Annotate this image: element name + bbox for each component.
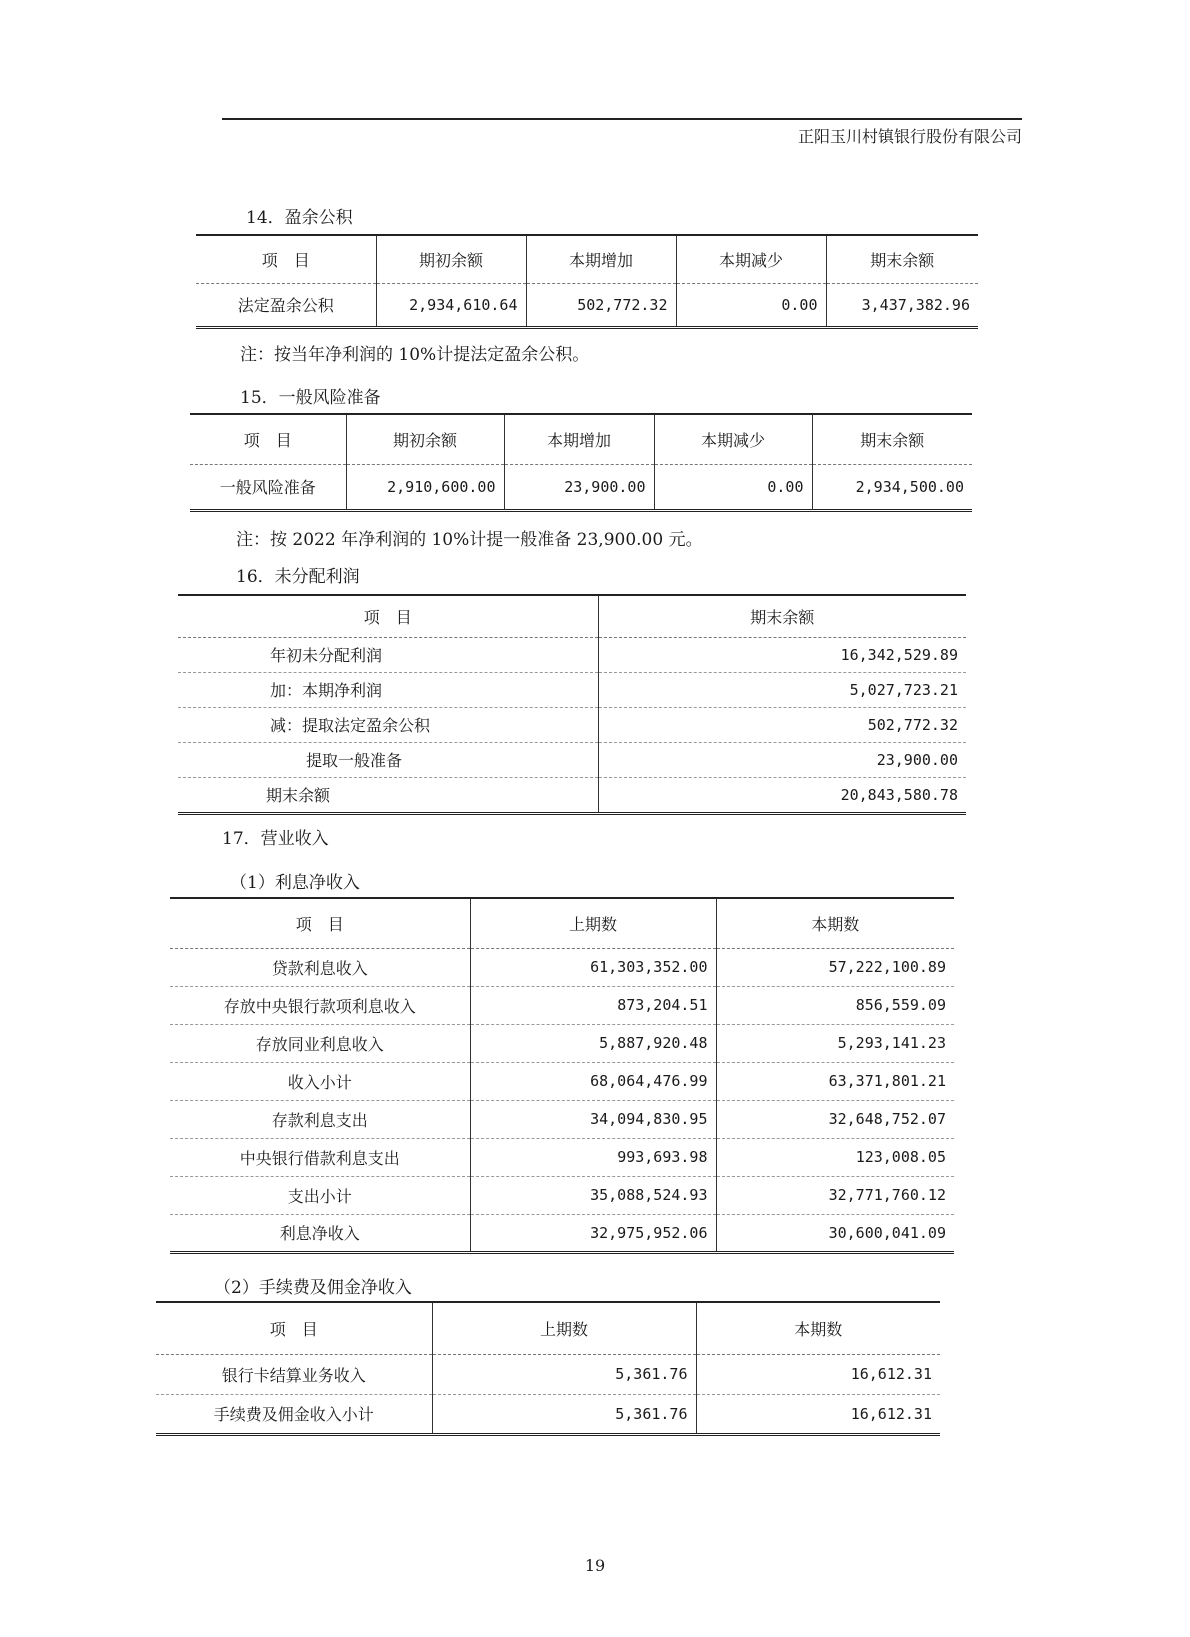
- section-15-note: 注：按 2022 年净利润的 10%计提一般准备 23,900.00 元。: [236, 530, 703, 550]
- table-row: [170, 1138, 954, 1176]
- cell-current-period: 32,771,760.12: [716, 1176, 954, 1214]
- cell-current-period: 16,612.31: [696, 1394, 940, 1434]
- table-row: [178, 637, 966, 672]
- header-company: 正阳玉川村镇银行股份有限公司: [797, 127, 1022, 146]
- header-prior-period: 上期数: [432, 1302, 696, 1354]
- row-label: 一般风险准备: [190, 464, 346, 510]
- row-label: 期末余额: [178, 777, 598, 813]
- header-decrease: 本期减少: [676, 235, 826, 283]
- general-risk-reserve-table: [190, 413, 972, 512]
- row-label: 支出小计: [170, 1176, 470, 1214]
- cell-closing-balance: 23,900.00: [598, 742, 966, 777]
- header-decrease: 本期减少: [654, 414, 812, 464]
- section-17-2-title: （2）手续费及佣金净收入: [214, 1278, 412, 1298]
- table-row: [170, 1024, 954, 1062]
- table-header-row: [178, 595, 966, 637]
- table-header-row: [170, 898, 954, 948]
- cell-current-period: 30,600,041.09: [716, 1214, 954, 1252]
- header-item: 项 目: [156, 1302, 432, 1354]
- cell-prior-period: 68,064,476.99: [470, 1062, 716, 1100]
- header-rule: [222, 118, 1022, 120]
- header-closing-balance: 期末余额: [826, 235, 978, 283]
- header-increase: 本期增加: [504, 414, 654, 464]
- header-item: 项 目: [178, 595, 598, 637]
- cell-prior-period: 873,204.51: [470, 986, 716, 1024]
- table-row: [178, 672, 966, 707]
- row-label: 减：提取法定盈余公积: [178, 707, 598, 742]
- net-interest-income-table: [170, 897, 954, 1254]
- cell-prior-period: 993,693.98: [470, 1138, 716, 1176]
- section-16-title: 16．未分配利润: [236, 567, 360, 587]
- table-header-row: [190, 414, 972, 464]
- header-opening-balance: 期初余额: [346, 414, 504, 464]
- row-label: 存放同业利息收入: [170, 1024, 470, 1062]
- header-increase: 本期增加: [526, 235, 676, 283]
- header-item: 项 目: [196, 235, 376, 283]
- table-header-row: [156, 1302, 940, 1354]
- fee-commission-income-table: [156, 1301, 940, 1436]
- table-row: [170, 1062, 954, 1100]
- undistributed-profit-table: [178, 594, 966, 815]
- table-row: [170, 1214, 954, 1252]
- table-row: [156, 1354, 940, 1394]
- row-label: 存款利息支出: [170, 1100, 470, 1138]
- cell-closing-balance: 20,843,580.78: [598, 777, 966, 813]
- table-header-row: [196, 235, 978, 283]
- cell-prior-period: 5,887,920.48: [470, 1024, 716, 1062]
- table-row: [178, 777, 966, 813]
- row-label: 收入小计: [170, 1062, 470, 1100]
- row-label: 加：本期净利润: [178, 672, 598, 707]
- table-row: [178, 707, 966, 742]
- cell-prior-period: 5,361.76: [432, 1354, 696, 1394]
- cell-current-period: 32,648,752.07: [716, 1100, 954, 1138]
- cell-current-period: 123,008.05: [716, 1138, 954, 1176]
- header-item: 项 目: [170, 898, 470, 948]
- row-label: 年初未分配利润: [178, 637, 598, 672]
- section-17-title: 17．营业收入: [222, 829, 329, 849]
- header-current-period: 本期数: [696, 1302, 940, 1354]
- row-label: 存放中央银行款项利息收入: [170, 986, 470, 1024]
- cell-prior-period: 35,088,524.93: [470, 1176, 716, 1214]
- cell-opening-balance: 2,910,600.00: [346, 464, 504, 510]
- cell-closing-balance: 3,437,382.96: [826, 283, 978, 327]
- row-label: 手续费及佣金收入小计: [156, 1394, 432, 1434]
- row-label: 银行卡结算业务收入: [156, 1354, 432, 1394]
- cell-prior-period: 61,303,352.00: [470, 948, 716, 986]
- surplus-reserve-table: [196, 234, 978, 329]
- row-label: 贷款利息收入: [170, 948, 470, 986]
- cell-current-period: 63,371,801.21: [716, 1062, 954, 1100]
- table-row: [156, 1394, 940, 1434]
- table-row: [170, 1176, 954, 1214]
- table-row: [178, 742, 966, 777]
- cell-prior-period: 34,094,830.95: [470, 1100, 716, 1138]
- table-row: [190, 464, 972, 510]
- row-label: 利息净收入: [170, 1214, 470, 1252]
- table-row: [196, 283, 978, 327]
- cell-decrease: 0.00: [654, 464, 812, 510]
- header-opening-balance: 期初余额: [376, 235, 526, 283]
- cell-opening-balance: 2,934,610.64: [376, 283, 526, 327]
- row-label: 法定盈余公积: [196, 283, 376, 327]
- header-closing-balance: 期末余额: [598, 595, 966, 637]
- section-15-title: 15．一般风险准备: [240, 388, 381, 408]
- cell-closing-balance: 502,772.32: [598, 707, 966, 742]
- cell-current-period: 5,293,141.23: [716, 1024, 954, 1062]
- section-14-note: 注：按当年净利润的 10%计提法定盈余公积。: [240, 345, 590, 365]
- table-row: [170, 986, 954, 1024]
- cell-increase: 502,772.32: [526, 283, 676, 327]
- cell-decrease: 0.00: [676, 283, 826, 327]
- table-row: [170, 1100, 954, 1138]
- row-label: 提取一般准备: [178, 742, 598, 777]
- cell-prior-period: 32,975,952.06: [470, 1214, 716, 1252]
- section-17-1-title: （1）利息净收入: [230, 873, 360, 893]
- cell-closing-balance: 16,342,529.89: [598, 637, 966, 672]
- cell-prior-period: 5,361.76: [432, 1394, 696, 1434]
- page-number: 19: [584, 1556, 606, 1575]
- cell-current-period: 57,222,100.89: [716, 948, 954, 986]
- header-current-period: 本期数: [716, 898, 954, 948]
- header-prior-period: 上期数: [470, 898, 716, 948]
- section-14-title: 14．盈余公积: [246, 208, 353, 228]
- row-label: 中央银行借款利息支出: [170, 1138, 470, 1176]
- cell-closing-balance: 2,934,500.00: [812, 464, 972, 510]
- cell-current-period: 16,612.31: [696, 1354, 940, 1394]
- header-item: 项 目: [190, 414, 346, 464]
- cell-closing-balance: 5,027,723.21: [598, 672, 966, 707]
- cell-increase: 23,900.00: [504, 464, 654, 510]
- table-row: [170, 948, 954, 986]
- cell-current-period: 856,559.09: [716, 986, 954, 1024]
- header-closing-balance: 期末余额: [812, 414, 972, 464]
